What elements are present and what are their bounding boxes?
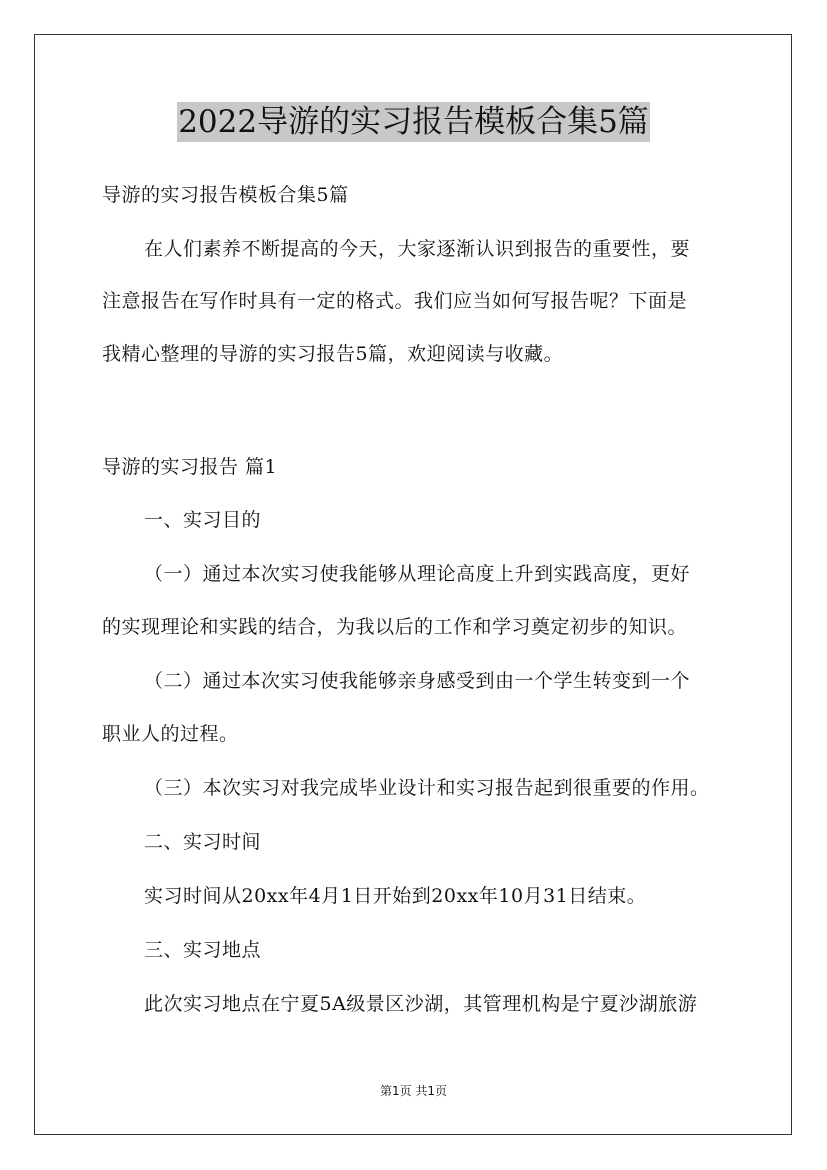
page-number: 第1页 共1页 — [379, 1084, 448, 1098]
paragraph-line: 职业人的过程。 — [102, 723, 239, 745]
paragraph-line: 此次实习地点在宁夏5A级景区沙湖，其管理机构是宁夏沙湖旅游 — [144, 993, 698, 1015]
subsection-heading: 三、实习地点 — [144, 939, 262, 961]
paragraph-line: 实习时间从20xx年4月1日开始到20xx年10月31日结束。 — [144, 885, 647, 907]
intro-line: 我精心整理的导游的实习报告5篇，欢迎阅读与收藏。 — [102, 343, 564, 365]
paragraph-line: 的实现理论和实践的结合，为我以后的工作和学习奠定初步的知识。 — [102, 616, 688, 638]
section-heading: 导游的实习报告 篇1 — [102, 456, 278, 478]
paragraph-line: （三）本次实习对我完成毕业设计和实习报告起到很重要的作用。 — [144, 777, 710, 799]
document-title: 2022导游的实习报告模板合集5篇 — [178, 104, 649, 140]
paragraph-line: （二）通过本次实习使我能够亲身感受到由一个学生转变到一个 — [144, 670, 691, 692]
subsection-heading: 二、实习时间 — [144, 831, 262, 853]
paragraph-line: （一）通过本次实习使我能够从理论高度上升到实践高度，更好 — [144, 563, 691, 585]
intro-line: 注意报告在写作时具有一定的格式。我们应当如何写报告呢？下面是 — [102, 290, 688, 312]
document-subtitle: 导游的实习报告模板合集5篇 — [102, 184, 349, 206]
subsection-heading: 一、实习目的 — [144, 509, 262, 531]
intro-line: 在人们素养不断提高的今天，大家逐渐认识到报告的重要性，要 — [144, 238, 691, 260]
